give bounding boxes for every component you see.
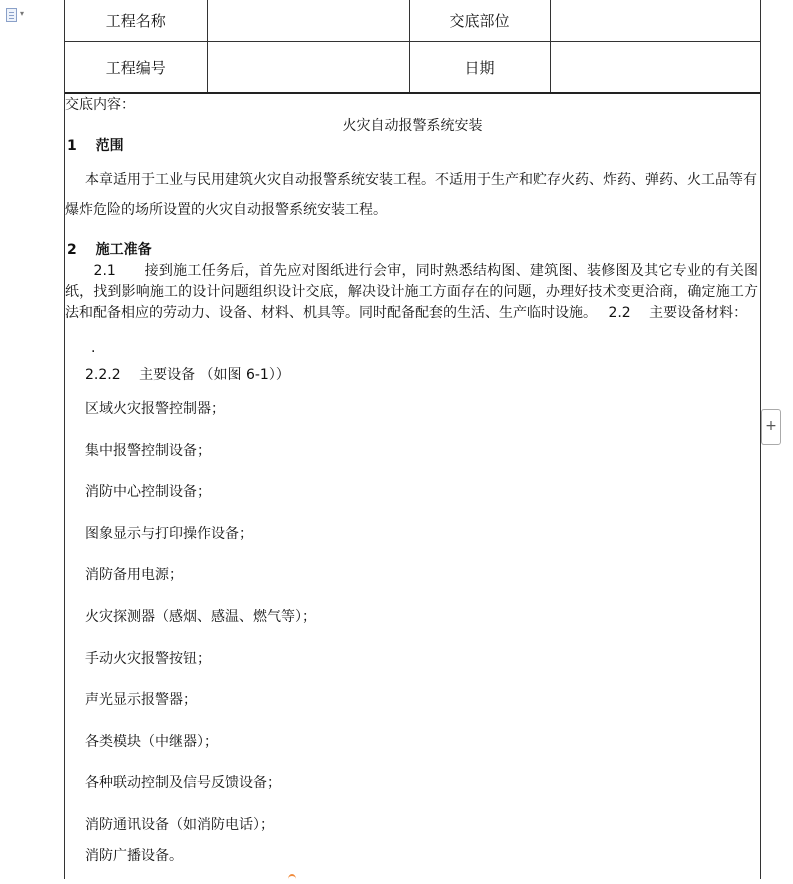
date-label: 日期	[409, 42, 550, 94]
list-item: 各类模块（中继器）；	[85, 734, 218, 750]
section-1-heading: 1 范围	[67, 138, 124, 154]
bullet-mark: ·	[91, 344, 96, 360]
list-item: 消防备用电源；	[85, 567, 183, 583]
content-label: 交底内容：	[65, 97, 135, 113]
project-number-label: 工程编号	[65, 42, 207, 94]
list-item: 消防广播设备。	[85, 848, 183, 864]
header-table	[65, 0, 760, 94]
subsection-heading: 2.2.2 主要设备 （如图 6-1））	[85, 367, 290, 383]
loading-spinner-icon	[288, 874, 296, 884]
list-item: 消防通讯设备（如消防电话）；	[85, 817, 274, 833]
chevron-down-icon[interactable]: ▾	[20, 9, 25, 18]
document-title: 火灾自动报警系统安装	[342, 118, 483, 134]
section-2-text: 2.1 接到施工任务后，首先应对图纸进行会审，同时熟悉结构图、建筑图、装修图及其它专业的有关图纸，找到影响施工的设计问题组织设计交底，解决设计施工方面存在的问题，办理好技术变更洽商，确定施工方法和配备相应的劳动力、设备、材料、机具等。同时配备配套的生活、生产临时设施。 2.2 主要设备材料：	[65, 263, 758, 321]
project-name-label: 工程名称	[65, 0, 207, 42]
handover-part-value[interactable]	[550, 0, 760, 42]
document-icon[interactable]	[6, 8, 28, 22]
list-item: 手动火灾报警按钮；	[85, 651, 211, 667]
project-name-value[interactable]	[207, 0, 409, 42]
section-1-text: 本章适用于工业与民用建筑火灾自动报警系统安装工程。不适用于生产和贮存火药、炸药、弹药、火工品等有爆炸危险的场所设置的火灾自动报警系统安装工程。	[65, 172, 757, 218]
list-item: 集中报警控制设备；	[85, 443, 211, 459]
expand-button[interactable]: +	[761, 409, 781, 445]
list-item: 声光显示报警器；	[85, 692, 197, 708]
list-item: 消防中心控制设备；	[85, 484, 211, 500]
handover-part-label: 交底部位	[409, 0, 550, 42]
list-item: 图象显示与打印操作设备；	[85, 526, 253, 542]
list-item: 区域火灾报警控制器；	[85, 401, 225, 417]
project-number-value[interactable]	[207, 42, 409, 94]
list-item: 各种联动控制及信号反馈设备；	[85, 775, 281, 791]
section-2-heading: 2 施工准备	[67, 242, 152, 258]
list-item: 火灾探测器（感烟、感温、燃气等）；	[85, 609, 316, 625]
document-sheet	[64, 0, 761, 879]
page-glyph	[6, 8, 17, 22]
date-value[interactable]	[550, 42, 760, 94]
